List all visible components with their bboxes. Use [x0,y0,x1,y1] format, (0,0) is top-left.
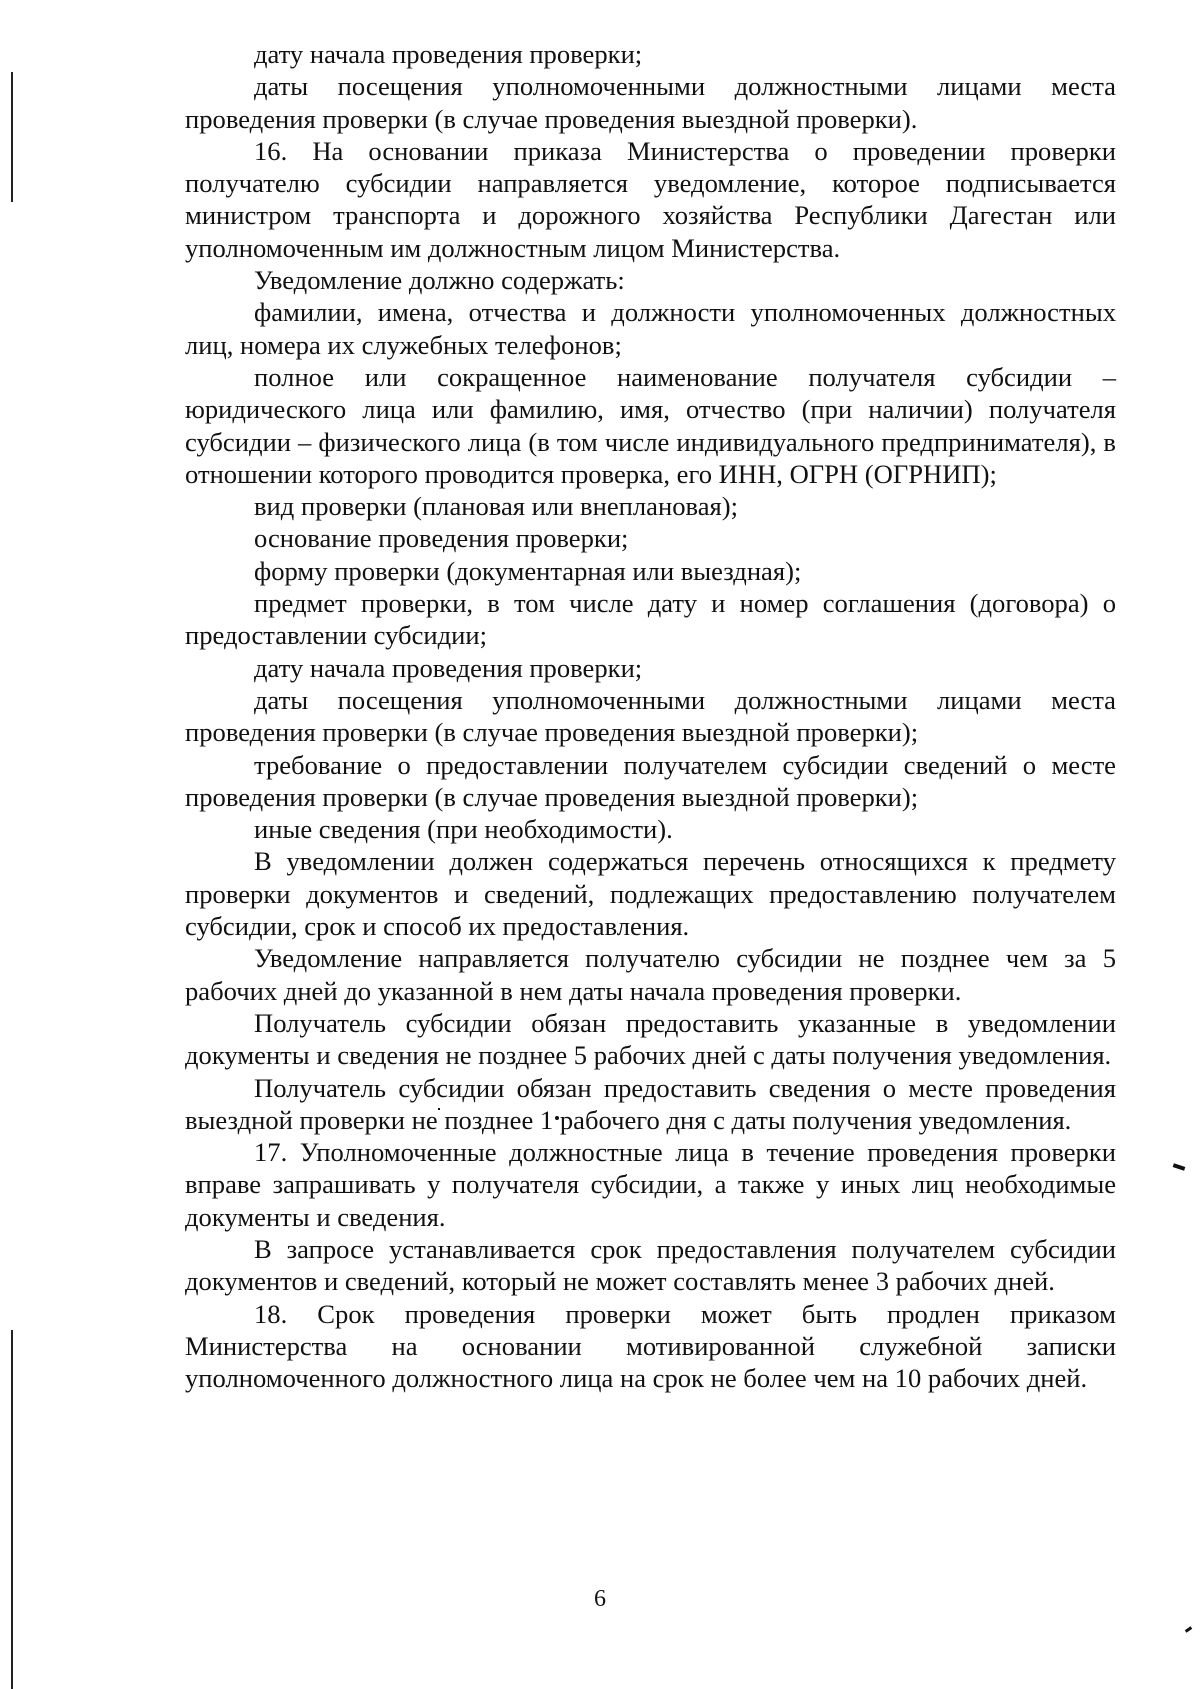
scan-edge-top [11,72,13,202]
paragraph: форму проверки (документарная или выездная); [254,555,802,586]
paragraph: требование о предоставлении получателем субсидии сведений о месте проведения проверки (в случае проведения выездной проверки); [185,749,1116,812]
paragraph: вид проверки (плановая или внеплановая); [254,491,738,522]
paragraph: дату начала проведения проверки; [254,652,643,683]
paragraph: 17. Уполномоченные должностные лица в течение проведения проверки вправе запрашивать у получателя субсидии, а также у иных лиц необходимые документы и сведения. [185,1137,1116,1232]
paragraph: 18. Срок проведения проверки может быть продлен приказом Министерства на основании мотивированной служебной записки уполномоченного должностного лица на срок не более чем на 10 рабочих дней. [185,1298,1116,1394]
paragraph: Получатель субсидии обязан предоставить сведения о месте проведения выездной проверки не позднее 1 рабочего дня с даты получения уведомления. [185,1072,1116,1135]
paragraph: Уведомление должно содержать: [254,265,625,296]
paragraph: основание проведения проверки; [254,523,629,554]
paragraph: 16. На основании приказа Министерства о проведении проверки получателю субсидии направляется уведомление, которое подписывается министром транспорта и дорожного хозяйства Республики Дагестан или уполномоченным им должностным лицом Министерства. [185,135,1116,263]
paragraph: полное или сокращенное наименование получателя субсидии – юридического лица или фамилию, имя, отчество (при наличии) получателя субсидии – физического лица (в том числе индивидуального предпринимателя), в отношении которого проводится проверка, его ИНН, ОГРН (ОГРНИП); [185,361,1116,489]
scan-speck [1185,1626,1192,1632]
scan-edge-bottom [11,1330,13,1689]
paragraph: В запросе устанавливается срок предоставления получателем субсидии документов и сведений, который не может составлять менее 3 рабочих дней. [185,1233,1116,1297]
document-body [185,38,1116,1394]
paragraph: иные сведения (при необходимости). [254,814,673,845]
paragraph: фамилии, имена, отчества и должности уполномоченных должностных лиц, номера их служебных телефонов; [185,297,1116,360]
paragraph: даты посещения уполномоченными должностными лицами места проведения проверки (в случае проведения выездной проверки). [185,71,1116,134]
paragraph: В уведомлении должен содержаться перечень относящихся к предмету проверки документов и сведений, подлежащих предоставлению получателем субсидии, срок и способ их предоставления. [185,846,1116,942]
scan-speck [1173,1163,1186,1171]
paragraph: предмет проверки, в том числе дату и номер соглашения (договора) о предоставлении субсидии; [185,588,1116,651]
paragraph: даты посещения уполномоченными должностными лицами места проведения проверки (в случае проведения выездной проверки); [185,684,1116,748]
paragraph: Уведомление направляется получателю субсидии не позднее чем за 5 рабочих дней до указанной в нем даты начала проведения проверки. [185,943,1116,1006]
paragraph: дату начала проведения проверки; [254,39,643,69]
paragraph: Получатель субсидии обязан предоставить указанные в уведомлении документы и сведения не позднее 5 рабочих дней с даты получения уведомления. [185,1007,1116,1071]
page-number: 6 [594,1586,606,1612]
